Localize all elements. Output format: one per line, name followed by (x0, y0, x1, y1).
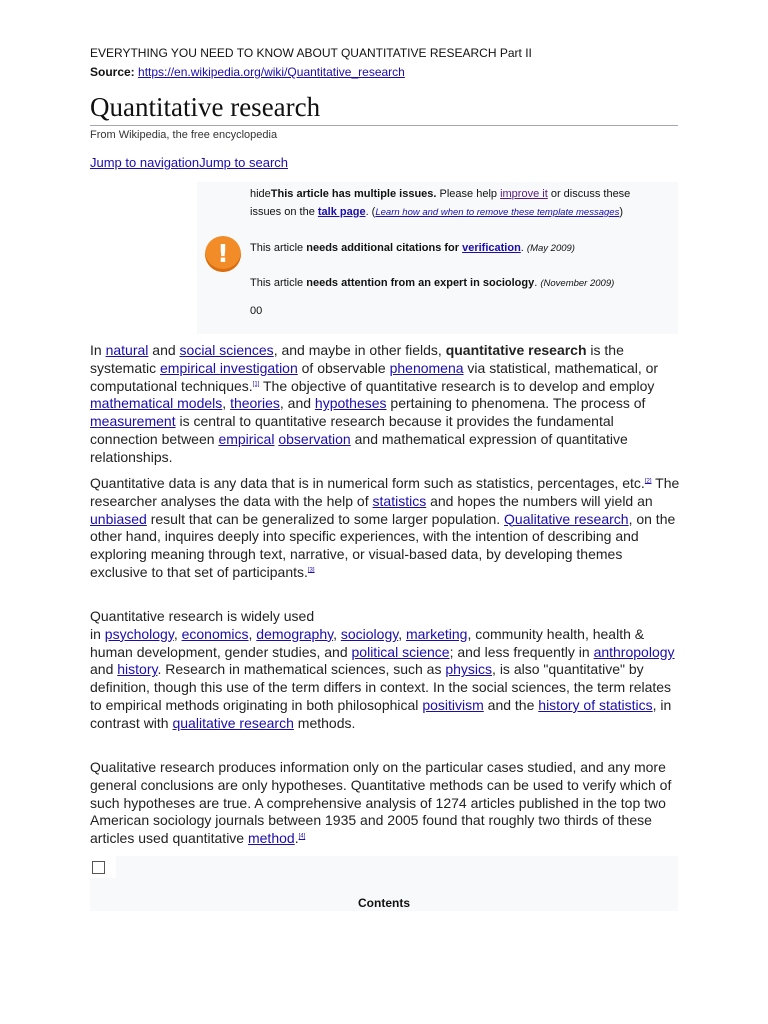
link-theories[interactable]: theories (230, 395, 280, 412)
link-method[interactable]: method (247, 830, 295, 847)
issues-counter: 00 (250, 305, 263, 317)
link-qualitative-research-2[interactable]: qualitative research (172, 714, 294, 731)
page-title: Quantitative research (90, 92, 321, 122)
link-social-sciences[interactable]: social sciences (179, 342, 274, 358)
issues-header-line: hideThis article has multiple issues. Please help improve it or discuss these (250, 188, 631, 200)
link-mathematical-models[interactable]: mathematical models (90, 395, 223, 412)
link-sociology[interactable]: sociology (340, 625, 399, 642)
link-natural[interactable]: natural (105, 342, 149, 358)
multiple-issues-box (197, 182, 678, 334)
paragraph-quantitative-data: Quantitative data is any data that is in numerical form such as statistics, percentages, etc.[2] The researcher analyses the data with the help of statistics and hopes the numbers will yield an unbiased result that can be generalized to some larger population. Qualitative research, on the other hand, inquires deeply into specific experiences, with the intention of describing and exploring meaning through text, narrative, or visual-based data, by developing themes exclusive to that set of participants.[3] (90, 475, 680, 580)
link-unbiased[interactable]: unbiased (90, 510, 147, 527)
link-psychology[interactable]: psychology (104, 625, 174, 642)
citation-1[interactable]: [1] (252, 380, 260, 387)
link-hypotheses[interactable]: hypotheses (314, 395, 387, 412)
citation-2[interactable]: [2] (644, 478, 652, 485)
link-political-science[interactable]: political science (351, 643, 450, 660)
source-link[interactable]: https://en.wikipedia.org/wiki/Quantitative_research (138, 65, 405, 79)
source-label: Source: (90, 65, 135, 79)
improve-it-link[interactable]: improve it (500, 188, 548, 200)
paragraph-qualitative: Qualitative research produces information only on the particular cases studied, and any more general conclusions are only hypotheses. Quantitative methods can be used to verify which of such hypotheses are true. A comprehensive analysis of 1274 articles published in the top two American sociology journals between 1935 and 2005 found that roughly two thirds of these articles used quantitative method.[4] (90, 759, 672, 847)
link-observation[interactable]: observation (278, 430, 351, 447)
document-title: EVERYTHING YOU NEED TO KNOW ABOUT QUANTITATIVE RESEARCH Part II (90, 46, 532, 60)
jump-links (90, 155, 288, 170)
link-demography[interactable]: demography (256, 625, 334, 642)
toc-title: Contents (358, 896, 410, 910)
toc-toggle-checkbox[interactable] (92, 861, 105, 874)
hide-toggle[interactable]: hide (250, 188, 271, 200)
link-history[interactable]: history (117, 661, 158, 678)
verification-link[interactable]: verification (462, 242, 521, 254)
learn-remove-templates-link[interactable]: Learn how and when to remove these template messages (375, 207, 620, 218)
link-empirical[interactable]: empirical (218, 430, 275, 447)
link-qualitative-research[interactable]: Qualitative research (504, 510, 629, 527)
title-divider (90, 125, 678, 126)
citation-3[interactable]: [3] (307, 567, 315, 574)
jump-to-navigation-link[interactable]: Jump to navigation (90, 155, 200, 170)
link-empirical-investigation[interactable]: empirical investigation (160, 359, 298, 376)
link-anthropology[interactable]: anthropology (593, 643, 675, 660)
issue-citations: This article needs additional citations for verification. (May 2009) (250, 242, 575, 254)
link-statistics[interactable]: statistics (372, 492, 427, 509)
link-economics[interactable]: economics (181, 625, 249, 642)
link-positivism[interactable]: positivism (422, 696, 484, 713)
warning-exclamation-icon: ! (205, 236, 241, 272)
talk-page-link[interactable]: talk page (317, 206, 366, 218)
source-line (90, 65, 405, 79)
issues-talk-line: issues on the talk page. (Learn how and when to remove these template messages) (250, 206, 623, 218)
link-physics[interactable]: physics (445, 661, 493, 678)
citation-4[interactable]: [4] (298, 833, 306, 840)
link-measurement[interactable]: measurement (90, 413, 176, 430)
link-phenomena[interactable]: phenomena (389, 359, 464, 376)
jump-to-search-link[interactable]: Jump to search (199, 155, 288, 170)
link-marketing[interactable]: marketing (405, 625, 468, 642)
paragraph-intro: In natural and social sciences, and maybe in other fields, quantitative research is the systematic empirical investigation of observable phenomena via statistical, mathematical, or computational techniques.[1] The objective of quantitative research is to develop and employ mathematical models, theories, and hypotheses pertaining to phenomena. The process of measurement is central to quantitative research because it provides the fundamental connection between empirical observation and mathematical expression of quantitative relationships. (90, 342, 659, 465)
link-history-of-statistics[interactable]: history of statistics (538, 696, 653, 713)
issue-expert-attention: This article needs attention from an expert in sociology. (November 2009) (250, 277, 615, 289)
paragraph-usage: Quantitative research is widely used in psychology, economics, demography, sociology, marketing, community health, health & human development, gender studies, and political science; and less frequently in anthropology and history. Research in mathematical sciences, such as physics, is also "quantitative" by definition, though this use of the term differs in context. In the social sciences, the term relates to empirical methods originating in both philosophical positivism and the history of statistics, in contrast with qualitative research methods. (90, 608, 675, 731)
site-tagline: From Wikipedia, the free encyclopedia (90, 129, 278, 141)
table-of-contents (90, 856, 678, 911)
